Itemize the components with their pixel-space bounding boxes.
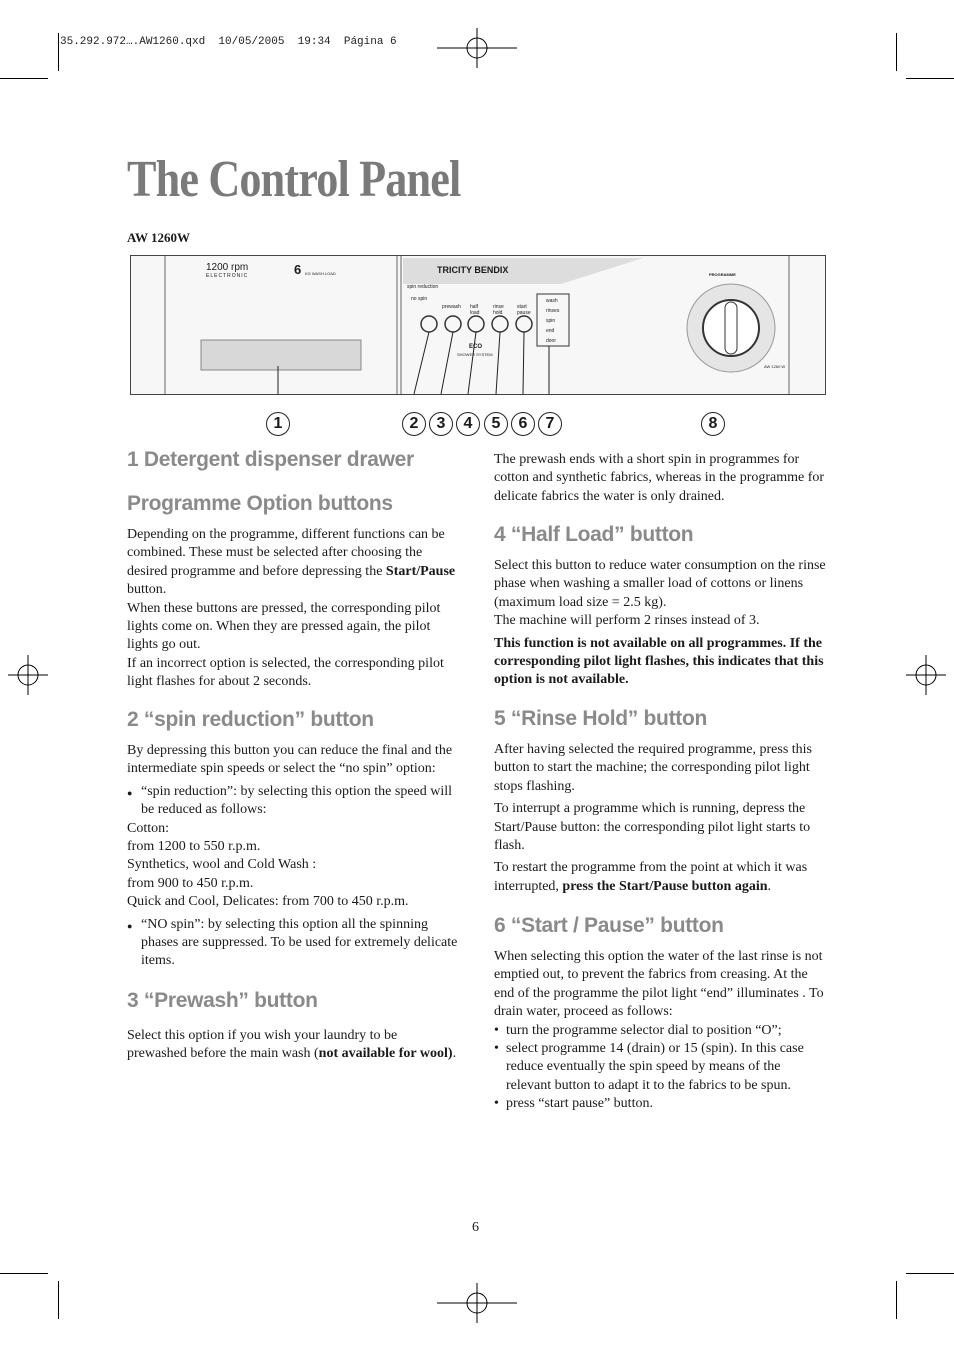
registration-mark [906, 655, 946, 695]
registration-mark [8, 655, 48, 695]
callout-3: 3 [429, 412, 453, 436]
panel-model-label: AW 1260 W [764, 364, 786, 369]
programme-label: PROGRAMME [709, 272, 736, 277]
rpm-label: 1200 rpm [206, 262, 249, 273]
callout-2: 2 [402, 412, 426, 436]
heading-programme-options: Programme Option buttons [127, 492, 393, 515]
callout-8: 8 [701, 412, 725, 436]
prewash-label: prewash [442, 304, 461, 310]
callout-5: 5 [484, 412, 508, 436]
spin-reduction-label: spin reduction [407, 284, 439, 290]
half-para-1: Select this button to reduce water consumption on the rinse phase when washing a smaller load of cottons or linens (maximum load size = 2.5 kg). [494, 558, 826, 610]
half-load-label: half load [470, 304, 480, 316]
page-number: 6 [472, 1220, 479, 1235]
kg-wash-load-label: KG WASH LOAD [305, 271, 336, 276]
heading-rinse-hold: 5 “Rinse Hold” button [494, 707, 708, 730]
rinse-hold-label: rinse hold [493, 304, 504, 316]
heading-spin-reduction: 2 “spin reduction” button [127, 708, 374, 731]
light-wash: wash [546, 298, 558, 304]
heading-prewash: 3 “Prewash” button [127, 989, 318, 1012]
prewash-para: Select this option if you wish your laundry to be prewashed before the main wash ( [127, 1028, 398, 1062]
crop-mark [58, 33, 59, 71]
rinse-para-3: To restart the programme from the point at which it was interrupted, [494, 860, 808, 894]
half-para-2: The machine will perform 2 rinses instead of 3. [494, 613, 760, 629]
spin-line-2: from 1200 to 550 r.p.m. [127, 839, 261, 855]
electronic-label: ELECTRONIC [206, 273, 249, 279]
light-spin: spin [546, 318, 556, 324]
print-header: 35.292.972….AW1260.qxd 10/05/2005 19:34 Página 6 [60, 36, 397, 48]
prewash-text [127, 1027, 459, 1064]
light-rinses: rinses [546, 308, 560, 314]
rinse-para-2: To interrupt a programme which is running, depress the Start/Pause button: the corresponding pilot light starts to flash. [494, 801, 811, 854]
options-para-2: When these buttons are pressed, the corresponding pilot lights come on. When they are pressed again, the pilot lights go out. [127, 600, 441, 653]
spin-text [127, 742, 459, 971]
spin-line-4: from 900 to 450 r.p.m. [127, 875, 254, 891]
rinse-hold-text [494, 741, 826, 896]
callout-7: 7 [538, 412, 562, 436]
spin-line-3: Synthetics, wool and Cold Wash : [127, 857, 317, 873]
rinse-end: . [767, 878, 772, 894]
prewash-bold: not available for wool) [318, 1046, 453, 1062]
callout-6: 6 [511, 412, 535, 436]
half-load-text [494, 557, 826, 690]
light-door: door [546, 338, 557, 344]
start-para-1: When selecting this option the water of the last rinse is not emptied out, to prevent the fabrics from creasing. At the end of the programme the pilot light “end” illuminates . To drain water, proceed as follows: [494, 949, 824, 1020]
no-spin-label: no spin [411, 296, 428, 302]
prewash-intro-text: The prewash ends with a short spin in programmes for cotton and synthetic fabrics, whereas in the programme for delicate fabrics the water is only drained. [494, 452, 825, 504]
shower-system-label: SHOWER SYSTEM [457, 352, 493, 357]
start-pause-bold: Start/Pause [385, 563, 456, 579]
registration-mark [437, 28, 517, 68]
options-text [127, 526, 459, 692]
spin-line-5: Quick and Cool, Delicates: from 700 to 450 r.p.m. [127, 894, 409, 910]
options-para-1-end: button. [127, 582, 167, 598]
half-bold-note: This function is not available on all programmes. If the corresponding pilot light flashes, this indicates that this option is not available. [494, 635, 824, 688]
eco-label: ECO [469, 344, 483, 350]
crop-mark [0, 1273, 48, 1274]
callout-1: 1 [266, 412, 290, 436]
crop-mark [906, 1273, 954, 1274]
crop-mark [906, 78, 954, 79]
heading-detergent-drawer: 1 Detergent dispenser drawer [127, 448, 414, 471]
light-end: end [546, 328, 555, 334]
start-pause-label: start pause [517, 304, 531, 316]
crop-mark [0, 78, 48, 79]
start-bullet-1: • turn the programme selector dial to position “O”; [494, 1022, 826, 1040]
heading-start-pause: 6 “Start / Pause” button [494, 914, 724, 937]
rinse-bold: press the Start/Pause button again [562, 878, 768, 894]
spin-bullet-1: ● “spin reduction”: by selecting this option the speed will be reduced as follows: [127, 783, 459, 820]
start-pause-text [494, 948, 826, 1114]
start-bullet-2: • select programme 14 (drain) or 15 (spin). In this case reduce eventually the spin speed by means of the relevant button to adapt it to the fabrics to be spun. [494, 1040, 826, 1095]
crop-mark [58, 1281, 59, 1319]
pilot-lights-list [546, 296, 559, 346]
start-bullet-3: • press “start pause” button. [494, 1095, 826, 1113]
options-para-1: Depending on the programme, different functions can be combined. These must be selected after choosing the desired programme and before depressing the [127, 527, 445, 579]
kg-label: 6 [294, 262, 302, 277]
model-number: AW 1260W [127, 230, 190, 245]
callout-4: 4 [456, 412, 480, 436]
brand-logo: TRICITY BENDIX [437, 265, 509, 275]
options-para-3: If an incorrect option is selected, the corresponding pilot light flashes for about 2 seconds. [127, 655, 444, 690]
spin-line-1: Cotton: [127, 820, 170, 836]
spin-para: By depressing this button you can reduce the final and the intermediate spin speeds or select the “no spin” option: [127, 743, 453, 777]
control-panel-illustration [130, 255, 826, 395]
page-title: The Control Panel [127, 151, 461, 208]
prewash-end: . [452, 1046, 457, 1062]
heading-half-load: 4 “Half Load” button [494, 523, 694, 546]
crop-mark [896, 1281, 897, 1319]
spin-bullet-2: ● “NO spin”: by selecting this option all the spinning phases are suppressed. To be used for extremely delicate items. [127, 916, 459, 971]
registration-mark [437, 1283, 517, 1323]
rinse-para-1: After having selected the required programme, press this button to start the machine; the corresponding pilot light stops flashing. [494, 742, 813, 794]
crop-mark [896, 33, 897, 71]
